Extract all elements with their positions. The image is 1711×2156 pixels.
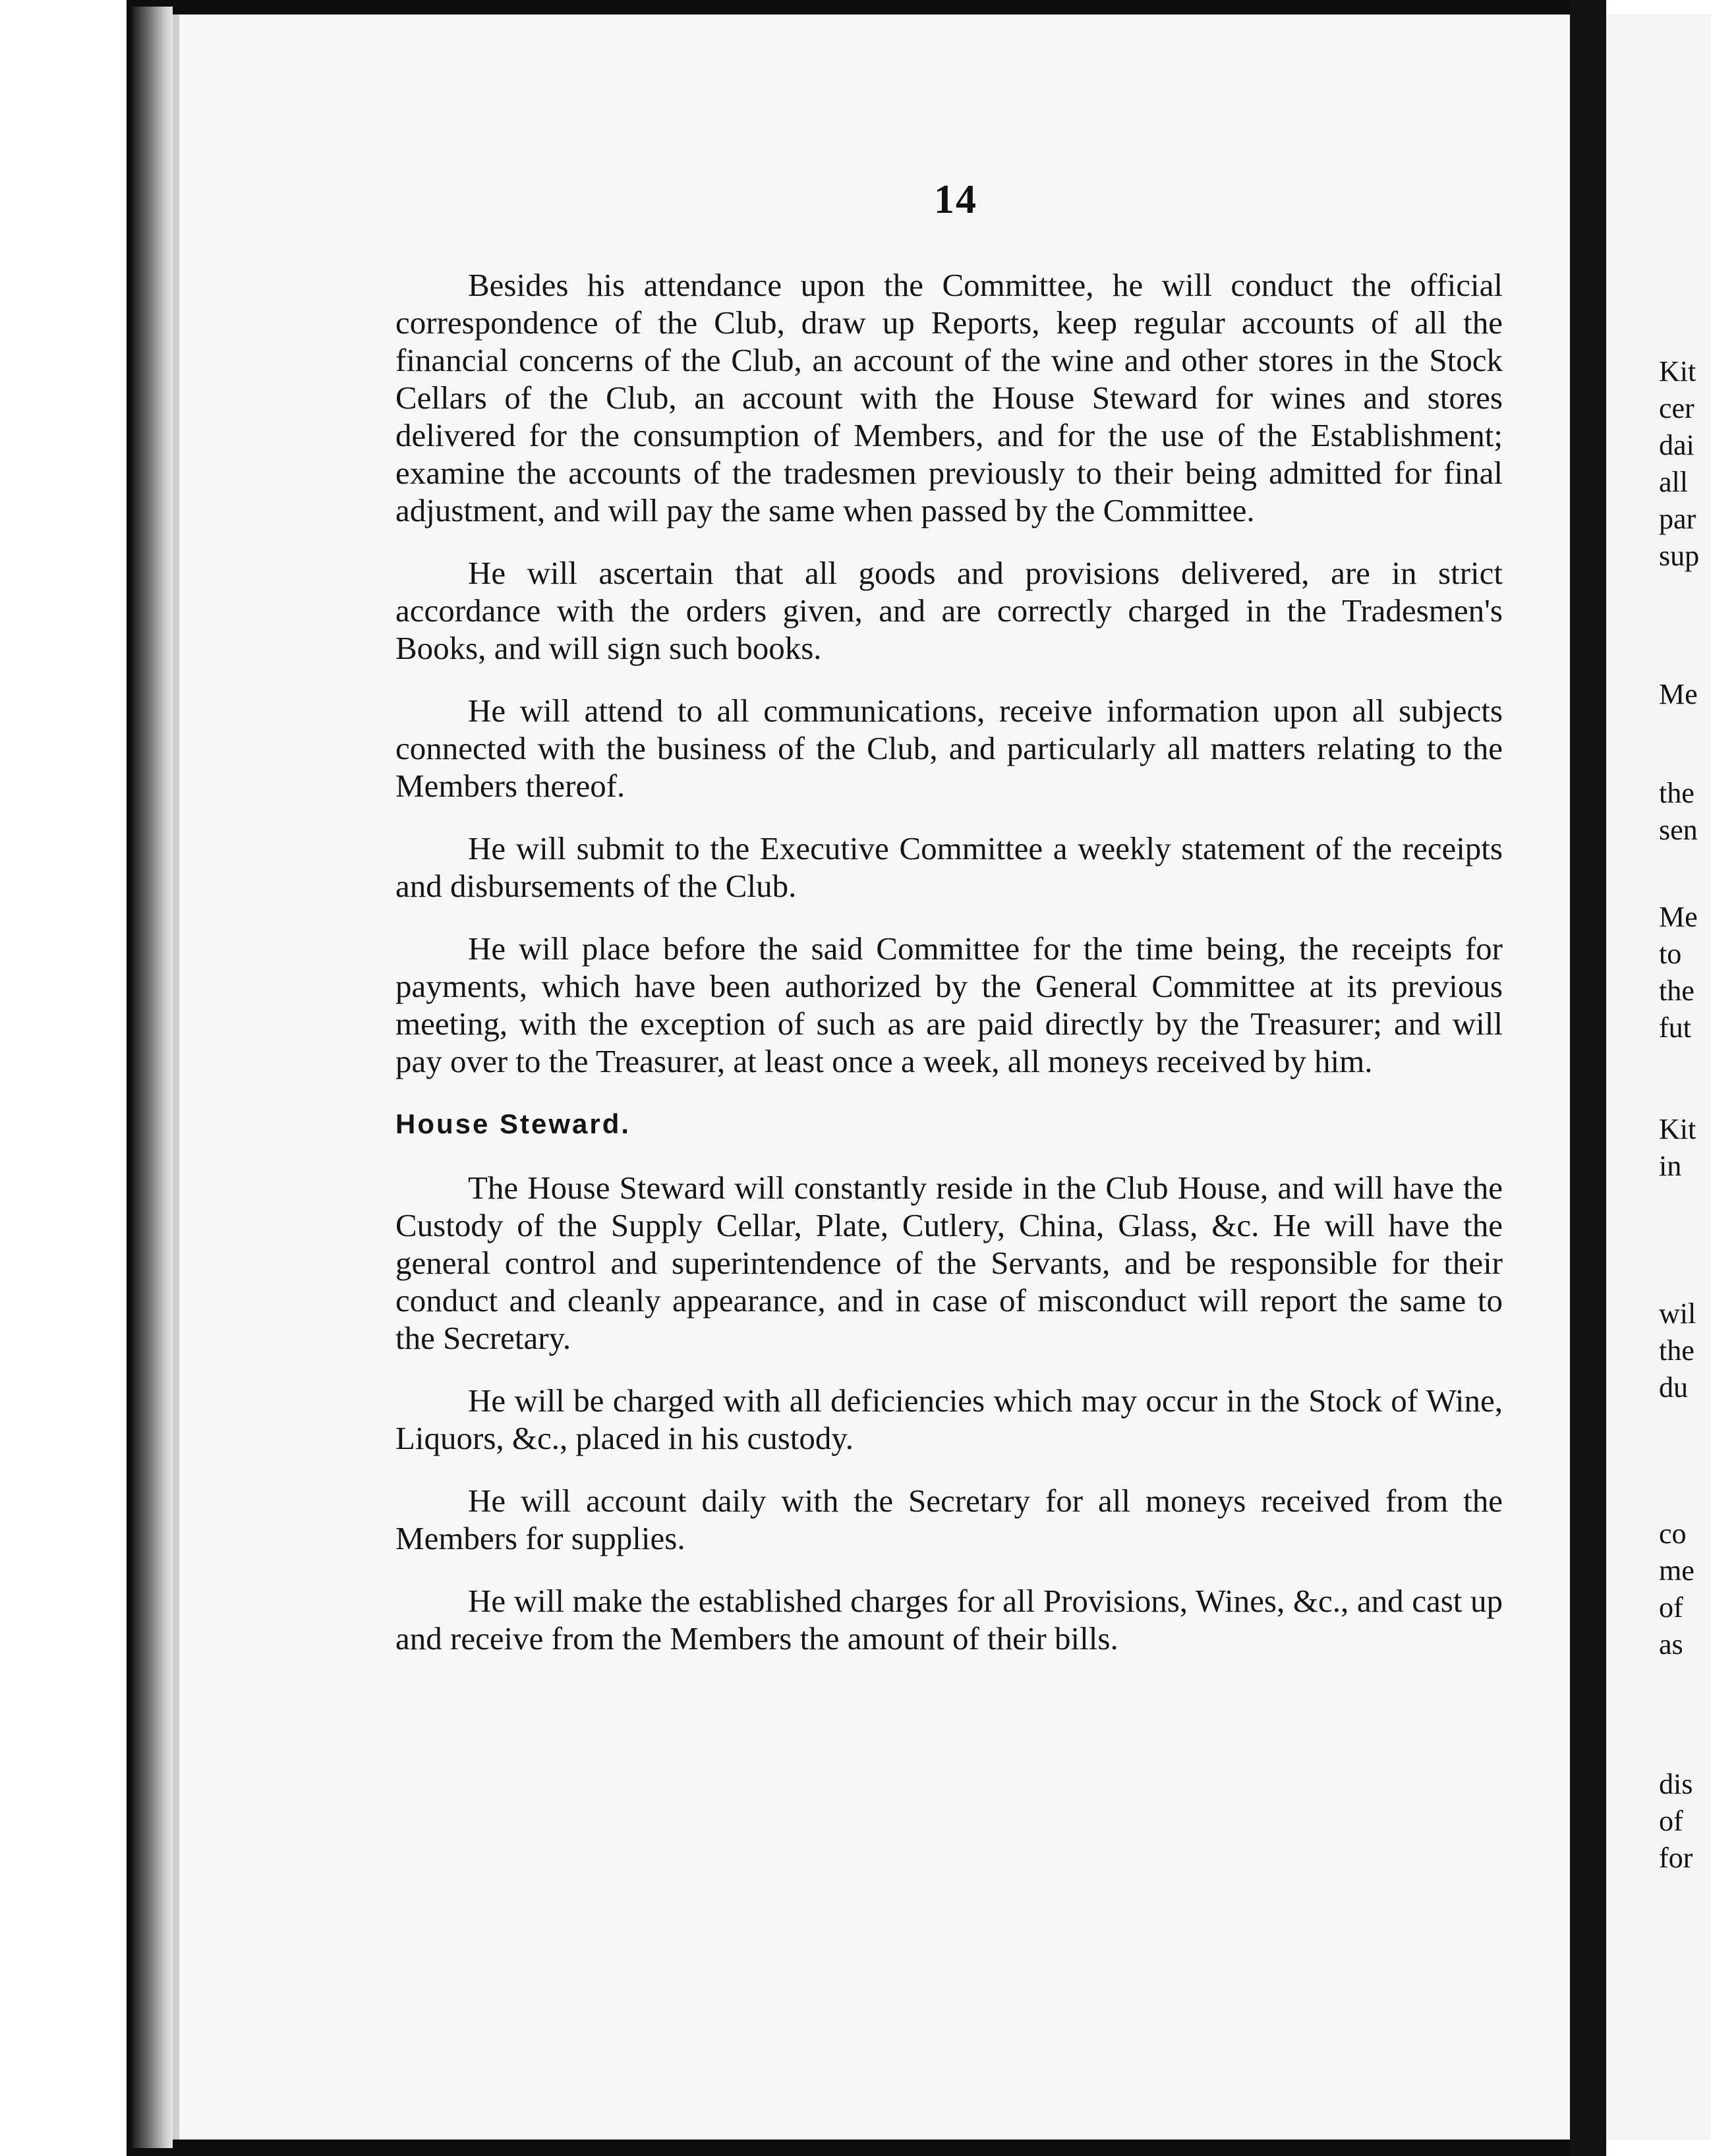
facing-page-fragment: Kit — [1659, 355, 1696, 387]
paragraph-secretary-duties: Besides his attendance upon the Committee, he will conduct the official correspondence of the Club, draw up Reports, keep regular accounts of all the financial concerns of the Club, an account of the wine and other stores in the Stock Cellars of the Club, an account with the House Steward for wines and stores delivered for the consumption of Members, and for the use of the Establishment; examine the accounts of the tradesmen previously to their being admitted for final adjustment, and will pay the same when passed by the Committee. — [395, 267, 1503, 528]
facing-page-fragment: all — [1659, 466, 1688, 498]
facing-page-fragment: of — [1659, 1805, 1683, 1837]
facing-page-fragment: wil — [1659, 1297, 1696, 1330]
facing-page-fragment: the — [1659, 975, 1695, 1007]
facing-page-fragment: sen — [1659, 814, 1698, 846]
paragraph-house-steward-residence: The House Steward will constantly reside in the Club House, and will have the Custody of the Supply Cellar, Plate, Cutlery, China, Glass, &c. He will have the general control and superintendence of the Servants, and be responsible for their conduct and cleanly appearance, and in case of misconduct will report the same to the Secretary. — [395, 1170, 1503, 1356]
facing-page-fragment: Me — [1659, 678, 1698, 710]
facing-page-fragment: dis — [1659, 1768, 1693, 1800]
paragraph-communications: He will attend to all communications, receive information upon all subjects connected with the business of the Club, and particularly all matters relating to the Members thereof. — [395, 693, 1503, 804]
book-gutter — [1570, 0, 1606, 2156]
facing-page-fragment: me — [1659, 1554, 1695, 1587]
page-body — [395, 266, 1503, 1682]
facing-page-fragment: sup — [1659, 540, 1700, 572]
facing-page-fragment: co — [1659, 1518, 1687, 1550]
facing-page-fragment: the — [1659, 1334, 1695, 1367]
page-edge-shadow — [132, 7, 173, 2148]
paragraph-charges: He will make the established charges for all Provisions, Wines, &c., and cast up and receive from the Members the amount of their bills. — [395, 1583, 1503, 1657]
paragraph-weekly-statement: He will submit to the Executive Committee a weekly statement of the receipts and disbursements of the Club. — [395, 830, 1503, 904]
facing-page-fragment: fut — [1659, 1011, 1691, 1044]
facing-page-fragment: for — [1659, 1842, 1693, 1874]
facing-page-fragment: in — [1659, 1150, 1682, 1182]
facing-page-fragment: as — [1659, 1628, 1683, 1660]
facing-page-fragment: par — [1659, 503, 1696, 535]
facing-page-fragment: du — [1659, 1371, 1688, 1404]
paragraph-receipts-payments: He will place before the said Committee for the time being, the receipts for payments, which have been authorized by the General Committee at its previous meeting, with the exception of such as are paid directly by the Treasurer; and will pay over to the Treasurer, at least once a week, all moneys received by him. — [395, 930, 1503, 1079]
paragraph-daily-account: He will account daily with the Secretary for all moneys received from the Members for supplies. — [395, 1483, 1503, 1556]
facing-page-fragment: cer — [1659, 392, 1695, 424]
facing-page — [1606, 14, 1711, 2140]
section-heading-house-steward: House Steward. — [395, 1108, 631, 1139]
paragraph-goods-provisions: He will ascertain that all goods and provisions delivered, are in strict accordance with the orders given, and are correctly charged in the Tradesmen's Books, and will sign such books. — [395, 555, 1503, 666]
paragraph-deficiencies: He will be charged with all deficiencies which may occur in the Stock of Wine, Liquors, &c., placed in his custody. — [395, 1382, 1503, 1456]
facing-page-fragment: Kit — [1659, 1113, 1696, 1145]
page-number: 14 — [934, 177, 977, 222]
facing-page-fragment: the — [1659, 777, 1695, 809]
facing-page-fragment: to — [1659, 938, 1682, 970]
facing-page-fragment: dai — [1659, 429, 1695, 461]
facing-page-fragment: Me — [1659, 901, 1698, 933]
facing-page-fragment: of — [1659, 1591, 1683, 1624]
